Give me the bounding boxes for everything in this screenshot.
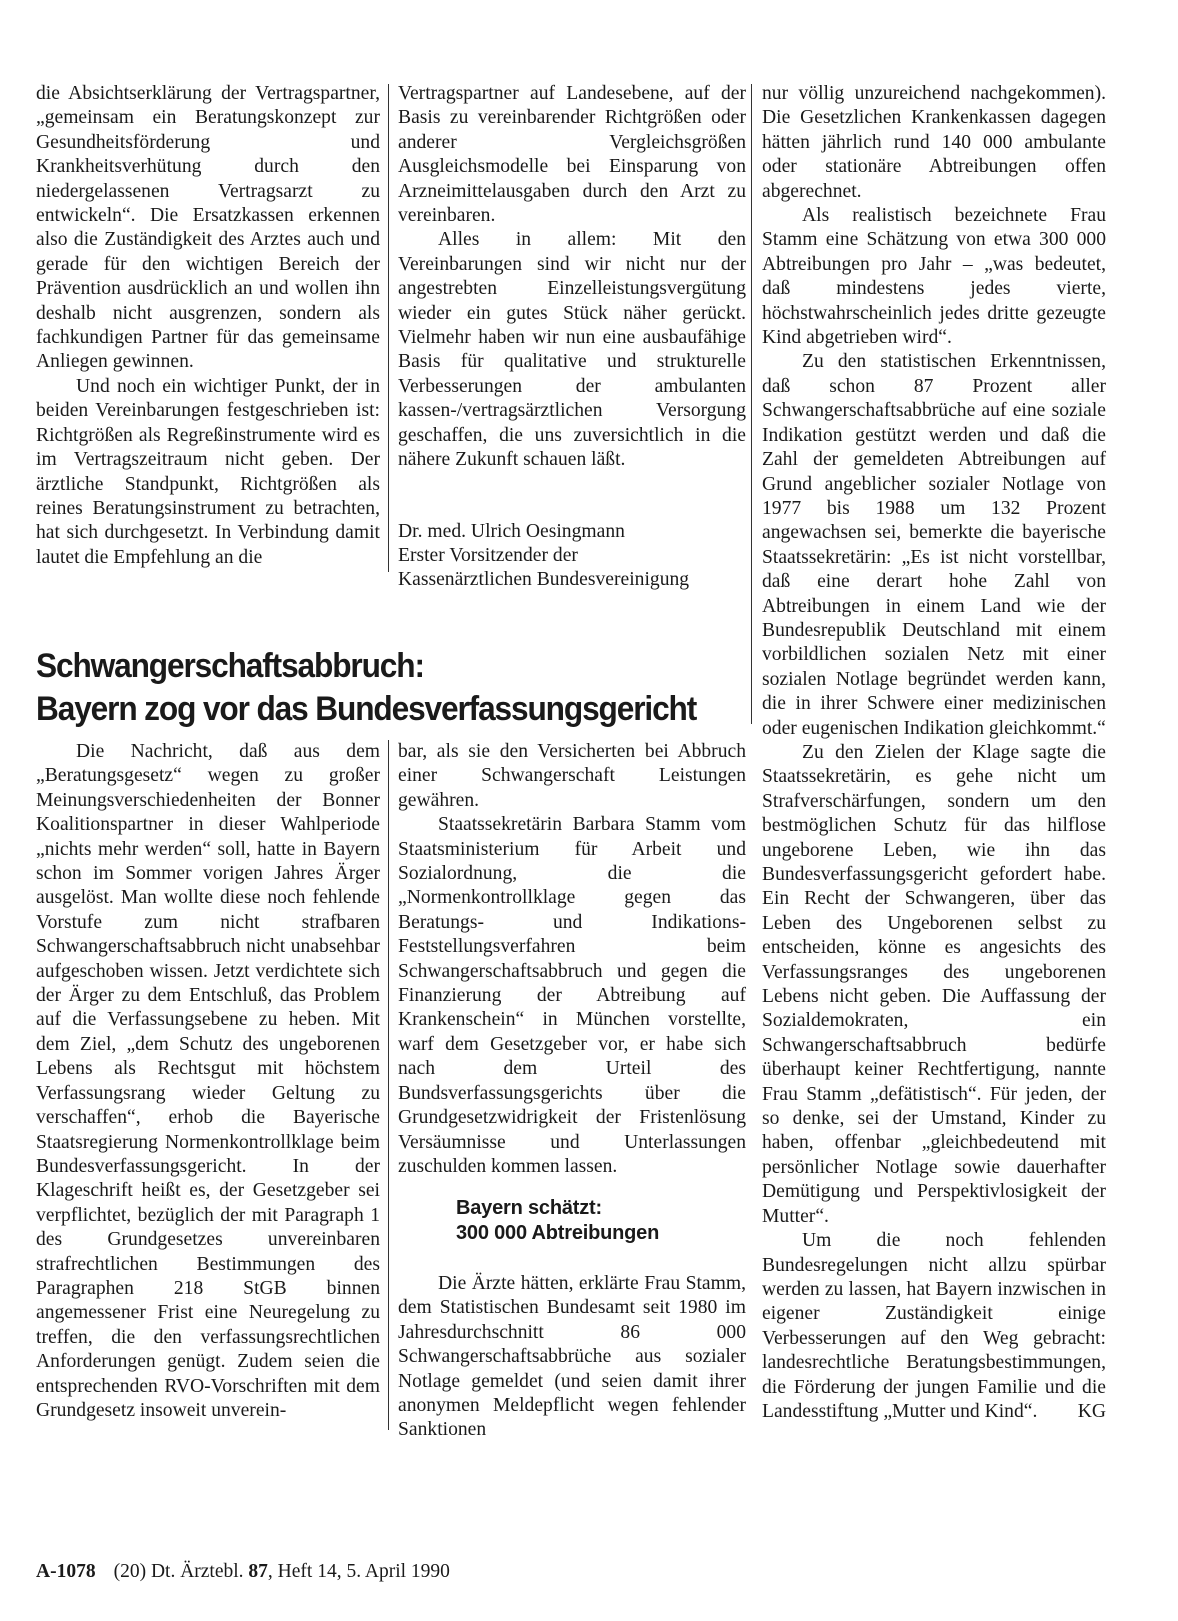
article-headline: [36, 645, 706, 731]
headline-line-1: Schwangerschaftsabbruch:: [36, 647, 424, 685]
paragraph: Als realistisch bezeichnete Frau Stamm eine Schätzung von etwa 300 000 Abtreibungen pro Jahr – „was bedeutet, daß mindestens jedes vierte, höchstwahrscheinlich jedes dritte gezeugte Kind abgetrieben wird“.: [762, 205, 1106, 349]
paragraph: [762, 1229, 1106, 1424]
paragraph: bar, als sie den Versicherten bei Abbruch einer Schwangerschaft Leistungen gewähren.: [398, 741, 746, 811]
paragraph: Alles in allem: Mit den Vereinbarungen sind wir nicht nur der angestrebten Einzelleistungsvergütung wieder ein gutes Stück näher gerückt. Vielmehr haben wir nun eine ausbaufähige Basis für qualitative und strukturelle Verbesserungen der ambulanten kassen-/vertragsärztlichen Versorgung geschaffen, die uns zuversichtlich in die nähere Zukunft schauen läßt.: [398, 229, 746, 471]
article2-column-3: [762, 82, 1106, 1424]
paragraph: Und noch ein wichtiger Punkt, der in beiden Vereinbarungen festgeschrieben ist: Richtgrößen als Regreßinstrumente wird es im Vertragszeitraum nicht geben. Der ärztliche Standpunkt, Richtgrößen als reines Beratungsinstrument zu betrachten, hat sich durchgesetzt. In Verbindung damit lautet die Empfehlung an die: [36, 375, 380, 568]
article1-column-2: [398, 82, 746, 593]
issue-date: , Heft 14, 5. April 1990: [267, 1561, 450, 1582]
journal-reference: (20) Dt. Ärztebl.: [113, 1561, 244, 1582]
paragraph: Zu den Zielen der Klage sagte die Staatssekretärin, es gehe nicht um Strafverschärfungen, sondern um den bestmöglichen Schutz für das hilflose ungeborene Leben, wie ihn das Bundesverfassungsgericht gefordert habe. Ein Recht der Schwangeren, über das Leben des Ungeborenen selbst zu entscheiden, könne es angesichts des Verfassungsranges des ungeborenen Lebens nicht geben. Die Auffassung der Sozialdemokraten, ein Schwangerschaftsabbruch bedürfe überhaupt keiner Rechtfertigung, nannte Frau Stamm „defätistisch“. Für jeden, der so denke, sei der Umstand, Kinder zu haben, offenbar „gleichbedeutend mit persönlicher Notlage sowie dauerhafter Demütigung und Perspektivlosigkeit der Mutter“.: [762, 741, 1106, 1227]
column-rule: [388, 740, 389, 1430]
page-footer: [36, 1561, 450, 1583]
signature-block: [398, 520, 746, 593]
author-initials: KG: [1077, 1400, 1106, 1422]
paragraph: Staatssekretärin Barbara Stamm vom Staatsministerium für Arbeit und Sozialordnung, die die „Normenkontrollklage gegen das Beratungs- und Indikations-Feststellungsverfahren beim Schwangerschaftsabbruch und gegen die Finanzierung der Abtreibung auf Krankenschein“ in München vorstellte, warf dem Gesetzgeber vor, er habe sich nach dem Urteil des Bundsverfassungsgerichts über die Grundgesetzwidrigkeit der Fristenlösung Versäumnisse und Unterlassungen zuschulden kommen lassen.: [398, 814, 746, 1177]
signature-title: Erster Vorsitzender der: [398, 544, 578, 566]
article2-column-2-continued: [398, 1272, 746, 1443]
paragraph: Vertragspartner auf Landesebene, auf der Basis zu vereinbarender Richtgrößen oder anderer Vergleichsgrößen Ausgleichsmodelle bei Einsparung von Arzneimittelausgaben durch den Arzt zu vereinbaren.: [398, 83, 746, 227]
paragraph: nur völlig unzureichend nachgekommen). Die Gesetzlichen Krankenkassen dagegen hätten jährlich rund 140 000 ambulante oder stationäre Abtreibungen offen abgerechnet.: [762, 83, 1106, 202]
paragraph: Zu den statistischen Erkenntnissen, daß schon 87 Prozent aller Schwangerschaftsabbrüche auf eine soziale Indikation gestützt werden und daß die Zahl der gemeldeten Abtreibungen auf Grund angeblicher sozialer Notlage von 1977 bis 1988 um 132 Prozent angewachsen sei, bemerkte die bayerische Staatssekretärin: „Es ist nicht vorstellbar, daß eine derart hohe Zahl von Abtreibungen in einem Land wie der Bundesrepublik Deutschland mit einem vorbildlichen sozialen Netz mit einer sozialen Notlage begründet werden kann, die in ihrer Schwere einer medizinischen oder eugenischen Indikation gleichkommt.“: [762, 351, 1106, 739]
signature-name: Dr. med. Ulrich Oesingmann: [398, 520, 625, 542]
column-rule: [751, 84, 752, 724]
signature-organization: Kassenärztlichen Bundesvereinigung: [398, 569, 690, 591]
subheading: [456, 1196, 746, 1246]
paragraph-text: Um die noch fehlenden Bundesregelungen nicht allzu spürbar werden zu lassen, hat Bayern inzwischen in eigener Zuständigkeit einige Verbesserungen auf den Weg gebracht: landesrechtliche Beratungsbestimmungen, die Förderung der jungen Familie und die Landesstiftung „Mutter und Kind“.: [762, 1230, 1106, 1422]
article2-column-1: [36, 740, 380, 1423]
paragraph: die Absichtserklärung der Vertragspartner, „gemeinsam ein Beratungskonzept zur Gesundheitsförderung und Krankheitsverhütung durch den niedergelassenen Vertragsarzt zu entwickeln“. Die Ersatzkassen erkennen also die Zuständigkeit des Arztes auch und gerade für den wichtigen Bereich der Prävention ausdrücklich an und wollen ihn deshalb nicht ausgrenzen, sondern als fachkundigen Partner für das gemeinsame Anliegen gewinnen.: [36, 83, 380, 373]
paragraph: Die Ärzte hätten, erklärte Frau Stamm, dem Statistischen Bundesamt seit 1980 im Jahresdurchschnitt 86 000 Schwangerschaftsabbrüche aus sozialer Notlage gemeldet (und seien damit ihrer anonymen Meldepflicht wegen fehlender Sanktionen: [398, 1273, 746, 1441]
column-rule: [388, 84, 389, 572]
article1-column-1: [36, 82, 380, 570]
paragraph: Die Nachricht, daß aus dem „Beratungsgesetz“ wegen zu großer Meinungsverschiedenheiten der Bonner Koalitionspartner in dieser Wahlperiode „nichts mehr werden“ soll, hatte in Bayern schon im Sommer vorigen Jahres Ärger ausgelöst. Man wollte diese noch fehlende Vorstufe zum nicht strafbaren Schwangerschaftsabbruch nicht unabsehbar aufgeschoben wissen. Jetzt verdichtete sich der Ärger zu dem Entschluß, das Problem auf die Verfassungsebene zu heben. Mit dem Ziel, „dem Schutz des ungeborenen Lebens als Rechtsgut mit höchstem Verfassungsrang wieder Geltung zu verschaffen“, erhob die Bayerische Staatsregierung Normenkontrollklage beim Bundesverfassungsgericht. In der Klageschrift heißt es, der Gesetzgeber sei verpflichtet, bezüglich der mit Paragraph 1 des Grundgesetzes unvereinbaren strafrechtlichen Bestimmungen des Paragraphen 218 StGB binnen angemessener Frist eine Neuregelung zu treffen, die den verfassungsrechtlichen Anforderungen genügt. Zudem seien die entsprechenden RVO-Vorschriften mit dem Grundgesetz insoweit unverein-: [36, 741, 380, 1421]
article2-column-2: [398, 740, 746, 1179]
journal-volume: 87: [248, 1561, 268, 1582]
headline-line-2: Bayern zog vor das Bundesverfassungsgericht: [36, 690, 697, 728]
subheading-line-1: Bayern schätzt:: [456, 1197, 602, 1219]
page-number: A-1078: [36, 1561, 96, 1582]
subheading-line-2: 300 000 Abtreibungen: [456, 1222, 660, 1244]
